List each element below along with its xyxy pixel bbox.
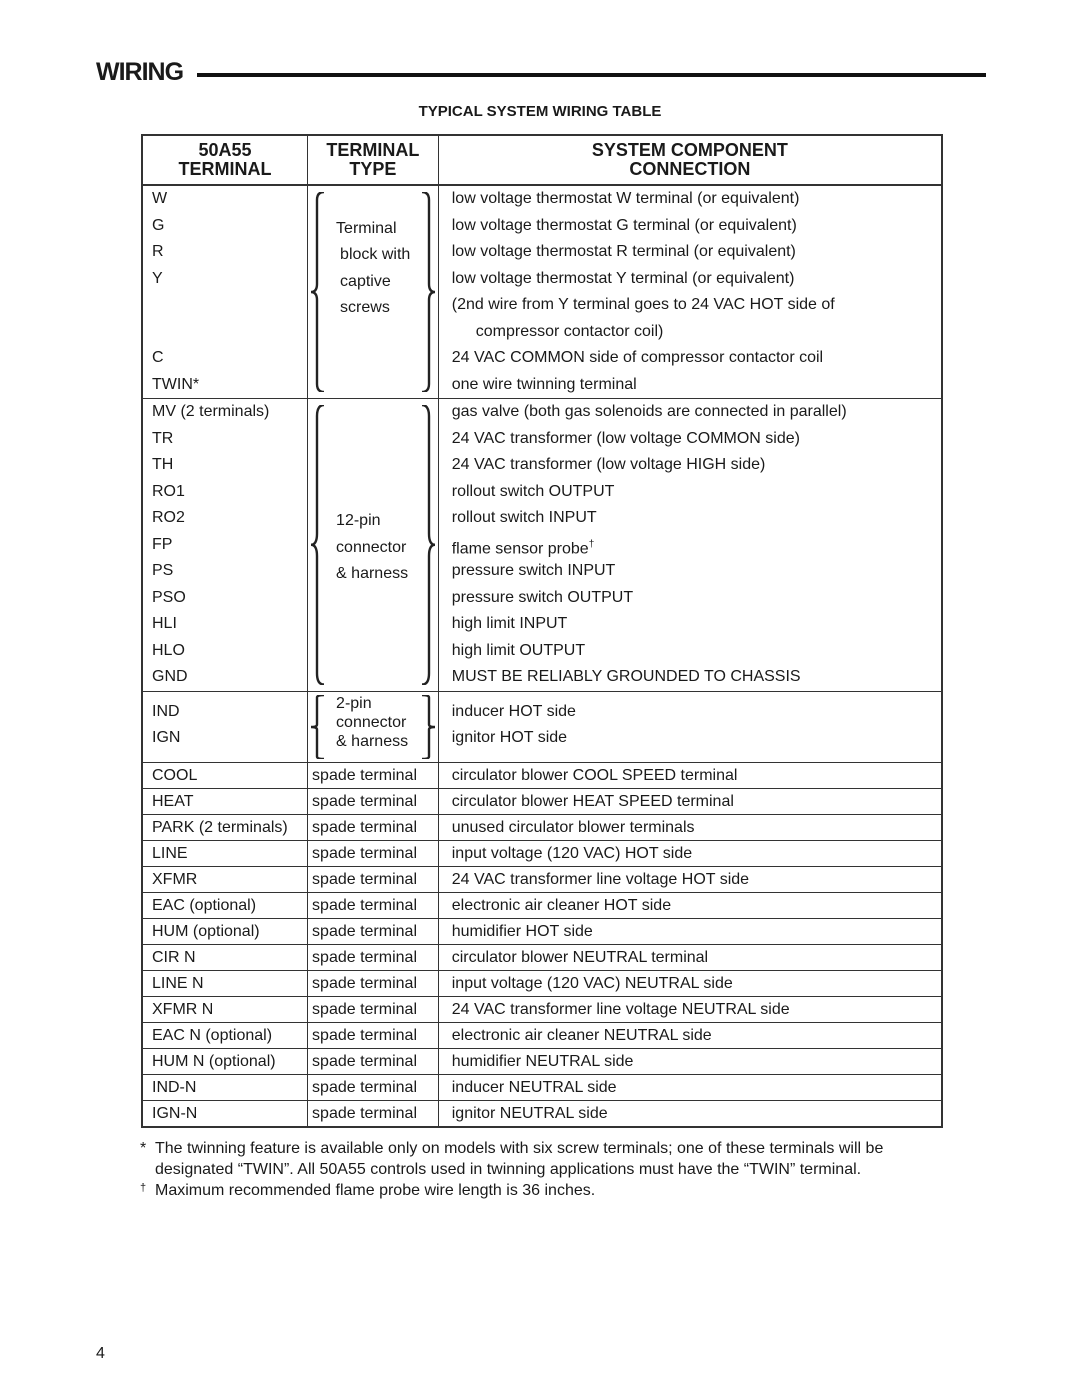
table-row <box>142 1048 942 1074</box>
type-text: connector <box>336 538 407 556</box>
group1-terminals <box>142 185 308 399</box>
terminal-label: LINE N <box>142 970 308 996</box>
connection-text: one wire twinning terminal <box>451 375 637 393</box>
type-text: spade terminal <box>308 918 439 944</box>
terminal-label: EAC N (optional) <box>142 1022 308 1048</box>
table-row <box>142 892 942 918</box>
footnote-mark: † <box>140 1182 147 1194</box>
type-text: 12-pin <box>336 512 381 529</box>
terminal-label: TR <box>152 429 174 447</box>
terminal-label: LINE <box>142 840 308 866</box>
footnote-text: The twinning feature is available only on models with six screw terminals; one of these terminals will be designated “TWIN”. All 50A55 controls used in twinning applications must have the “TWIN” terminal. <box>155 1140 884 1178</box>
terminal-label <box>152 292 301 319</box>
header-terminal-type: TERMINAL TYPE <box>308 135 439 185</box>
footnote-mark: * <box>140 1140 147 1157</box>
connection-text: low voltage thermostat Y terminal (or equivalent) <box>451 269 795 287</box>
type-text: spade terminal <box>308 1100 439 1127</box>
terminal-label: GND <box>152 668 188 685</box>
table-row <box>142 814 942 840</box>
group3-type <box>308 691 439 762</box>
connection-text: low voltage thermostat W terminal (or equivalent) <box>451 190 800 207</box>
table-row <box>142 788 942 814</box>
section-rule <box>197 73 986 77</box>
terminal-label: XFMR N <box>142 996 308 1022</box>
section-header <box>96 58 986 92</box>
terminal-label: XFMR <box>142 866 308 892</box>
type-text: Terminal <box>336 219 397 237</box>
terminal-label: IGN <box>152 729 181 746</box>
table-row <box>142 762 942 788</box>
table-row <box>142 840 942 866</box>
connection-text: circulator blower NEUTRAL terminal <box>438 944 942 970</box>
type-text: spade terminal <box>308 840 439 866</box>
connection-text: low voltage thermostat R terminal (or equivalent) <box>451 243 796 260</box>
connection-text: input voltage (120 VAC) HOT side <box>438 840 942 866</box>
connection-text: rollout switch INPUT <box>451 509 597 526</box>
type-text: spade terminal <box>308 1022 439 1048</box>
terminal-label: HUM (optional) <box>142 918 308 944</box>
table-row <box>142 944 942 970</box>
footnote-text: Maximum recommended flame probe wire length is 36 inches. <box>155 1182 596 1199</box>
connection-text: compressor contactor coil) <box>475 322 664 340</box>
connection-text: low voltage thermostat G terminal (or equivalent) <box>451 216 797 234</box>
table-row <box>142 1022 942 1048</box>
terminal-label: CIR N <box>142 944 308 970</box>
terminal-label: EAC (optional) <box>142 892 308 918</box>
connection-text: humidifier NEUTRAL side <box>438 1048 942 1074</box>
terminal-label: TWIN* <box>152 375 200 393</box>
connection-text: humidifier HOT side <box>438 918 942 944</box>
type-text: spade terminal <box>308 1074 439 1100</box>
connection-text: input voltage (120 VAC) NEUTRAL side <box>438 970 942 996</box>
terminal-label: HEAT <box>142 788 308 814</box>
terminal-label: HLI <box>152 615 177 632</box>
type-text: spade terminal <box>308 762 439 788</box>
group2-terminals <box>142 399 308 692</box>
type-text: spade terminal <box>308 944 439 970</box>
type-text: 2-pin <box>336 694 372 712</box>
group1-type <box>308 185 439 399</box>
terminal-label: PARK (2 terminals) <box>142 814 308 840</box>
footnote-twin <box>140 1138 940 1180</box>
connection-text: high limit INPUT <box>451 615 568 632</box>
table-row <box>142 1074 942 1100</box>
connection-text: pressure switch OUTPUT <box>451 588 634 606</box>
group2-type <box>308 399 439 692</box>
terminal-label: C <box>152 349 164 366</box>
terminal-label: COOL <box>142 762 308 788</box>
type-text: spade terminal <box>308 814 439 840</box>
type-text: spade terminal <box>308 866 439 892</box>
terminal-label: PSO <box>152 588 186 606</box>
terminal-label: W <box>152 190 168 207</box>
type-text: screws <box>340 299 390 316</box>
terminal-label: IGN-N <box>142 1100 308 1127</box>
table-row <box>142 996 942 1022</box>
terminal-label: TH <box>152 456 174 473</box>
connection-text: electronic air cleaner NEUTRAL side <box>438 1022 942 1048</box>
type-text: block with <box>340 246 411 263</box>
terminal-label: HLO <box>152 641 185 659</box>
group-12pin-connector <box>142 399 942 692</box>
terminal-label: HUM N (optional) <box>142 1048 308 1074</box>
type-text: connector <box>336 713 407 731</box>
table-title: TYPICAL SYSTEM WIRING TABLE <box>418 103 662 120</box>
group3-connections <box>438 691 942 762</box>
connection-text: rollout switch OUTPUT <box>451 482 615 500</box>
table-row <box>142 970 942 996</box>
terminal-label: RO1 <box>152 482 185 500</box>
section-title: WIRING <box>96 58 184 86</box>
type-text: spade terminal <box>308 892 439 918</box>
table-row <box>142 918 942 944</box>
connection-text: 24 VAC transformer (low voltage HIGH side) <box>451 456 766 473</box>
connection-text: MUST BE RELIABLY GROUNDED TO CHASSIS <box>451 668 801 685</box>
connection-text: (2nd wire from Y terminal goes to 24 VAC HOT side of <box>451 296 835 313</box>
terminal-label: PS <box>152 562 174 579</box>
connection-text: unused circulator blower terminals <box>438 814 942 840</box>
connection-text: 24 VAC transformer line voltage NEUTRAL side <box>438 996 942 1022</box>
group3-terminals <box>142 691 308 762</box>
connection-text: circulator blower COOL SPEED terminal <box>438 762 942 788</box>
type-text: spade terminal <box>308 1048 439 1074</box>
type-text: captive <box>340 272 391 290</box>
page-number: 4 <box>96 1345 105 1362</box>
connection-text: flame sensor probe† <box>451 538 595 557</box>
terminal-label <box>152 319 301 346</box>
terminal-label: RO2 <box>152 509 185 526</box>
connection-text: high limit OUTPUT <box>451 641 586 659</box>
connection-text: circulator blower HEAT SPEED terminal <box>438 788 942 814</box>
type-text: & harness <box>336 732 409 750</box>
terminal-label: R <box>152 243 164 260</box>
connection-text: 24 VAC transformer line voltage HOT side <box>438 866 942 892</box>
wiring-table <box>141 134 943 1128</box>
table-header-row <box>142 135 942 185</box>
type-text: spade terminal <box>308 970 439 996</box>
connection-text: pressure switch INPUT <box>451 562 616 579</box>
footnotes <box>140 1138 940 1201</box>
connection-text: inducer NEUTRAL side <box>438 1074 942 1100</box>
type-text: spade terminal <box>308 788 439 814</box>
connection-text: gas valve (both gas solenoids are connected in parallel) <box>451 403 847 420</box>
type-text <box>336 189 432 216</box>
table-row <box>142 866 942 892</box>
group1-connections <box>438 185 942 399</box>
connection-text: ignitor NEUTRAL side <box>438 1100 942 1127</box>
dagger-mark: † <box>588 538 595 550</box>
connection-text: 24 VAC COMMON side of compressor contactor coil <box>451 349 824 366</box>
type-text: spade terminal <box>308 996 439 1022</box>
connection-text: ignitor HOT side <box>451 729 568 746</box>
footnote-flame-probe <box>140 1180 940 1201</box>
terminal-label: FP <box>152 535 173 553</box>
group2-connections <box>438 399 942 692</box>
type-text: & harness <box>336 565 409 582</box>
group-screw-terminals <box>142 185 942 399</box>
terminal-label: Y <box>152 269 163 287</box>
terminal-label: G <box>152 216 165 234</box>
terminal-label: IND <box>152 702 180 720</box>
terminal-label: IND-N <box>142 1074 308 1100</box>
connection-text: inducer HOT side <box>451 702 576 720</box>
header-terminal: 50A55 TERMINAL <box>142 135 308 185</box>
group-2pin-connector <box>142 691 942 762</box>
terminal-label: MV (2 terminals) <box>152 403 270 420</box>
connection-text: 24 VAC transformer (low voltage COMMON side) <box>451 429 800 447</box>
header-system-component: SYSTEM COMPONENT CONNECTION <box>438 135 942 185</box>
connection-text: electronic air cleaner HOT side <box>438 892 942 918</box>
table-row <box>142 1100 942 1127</box>
